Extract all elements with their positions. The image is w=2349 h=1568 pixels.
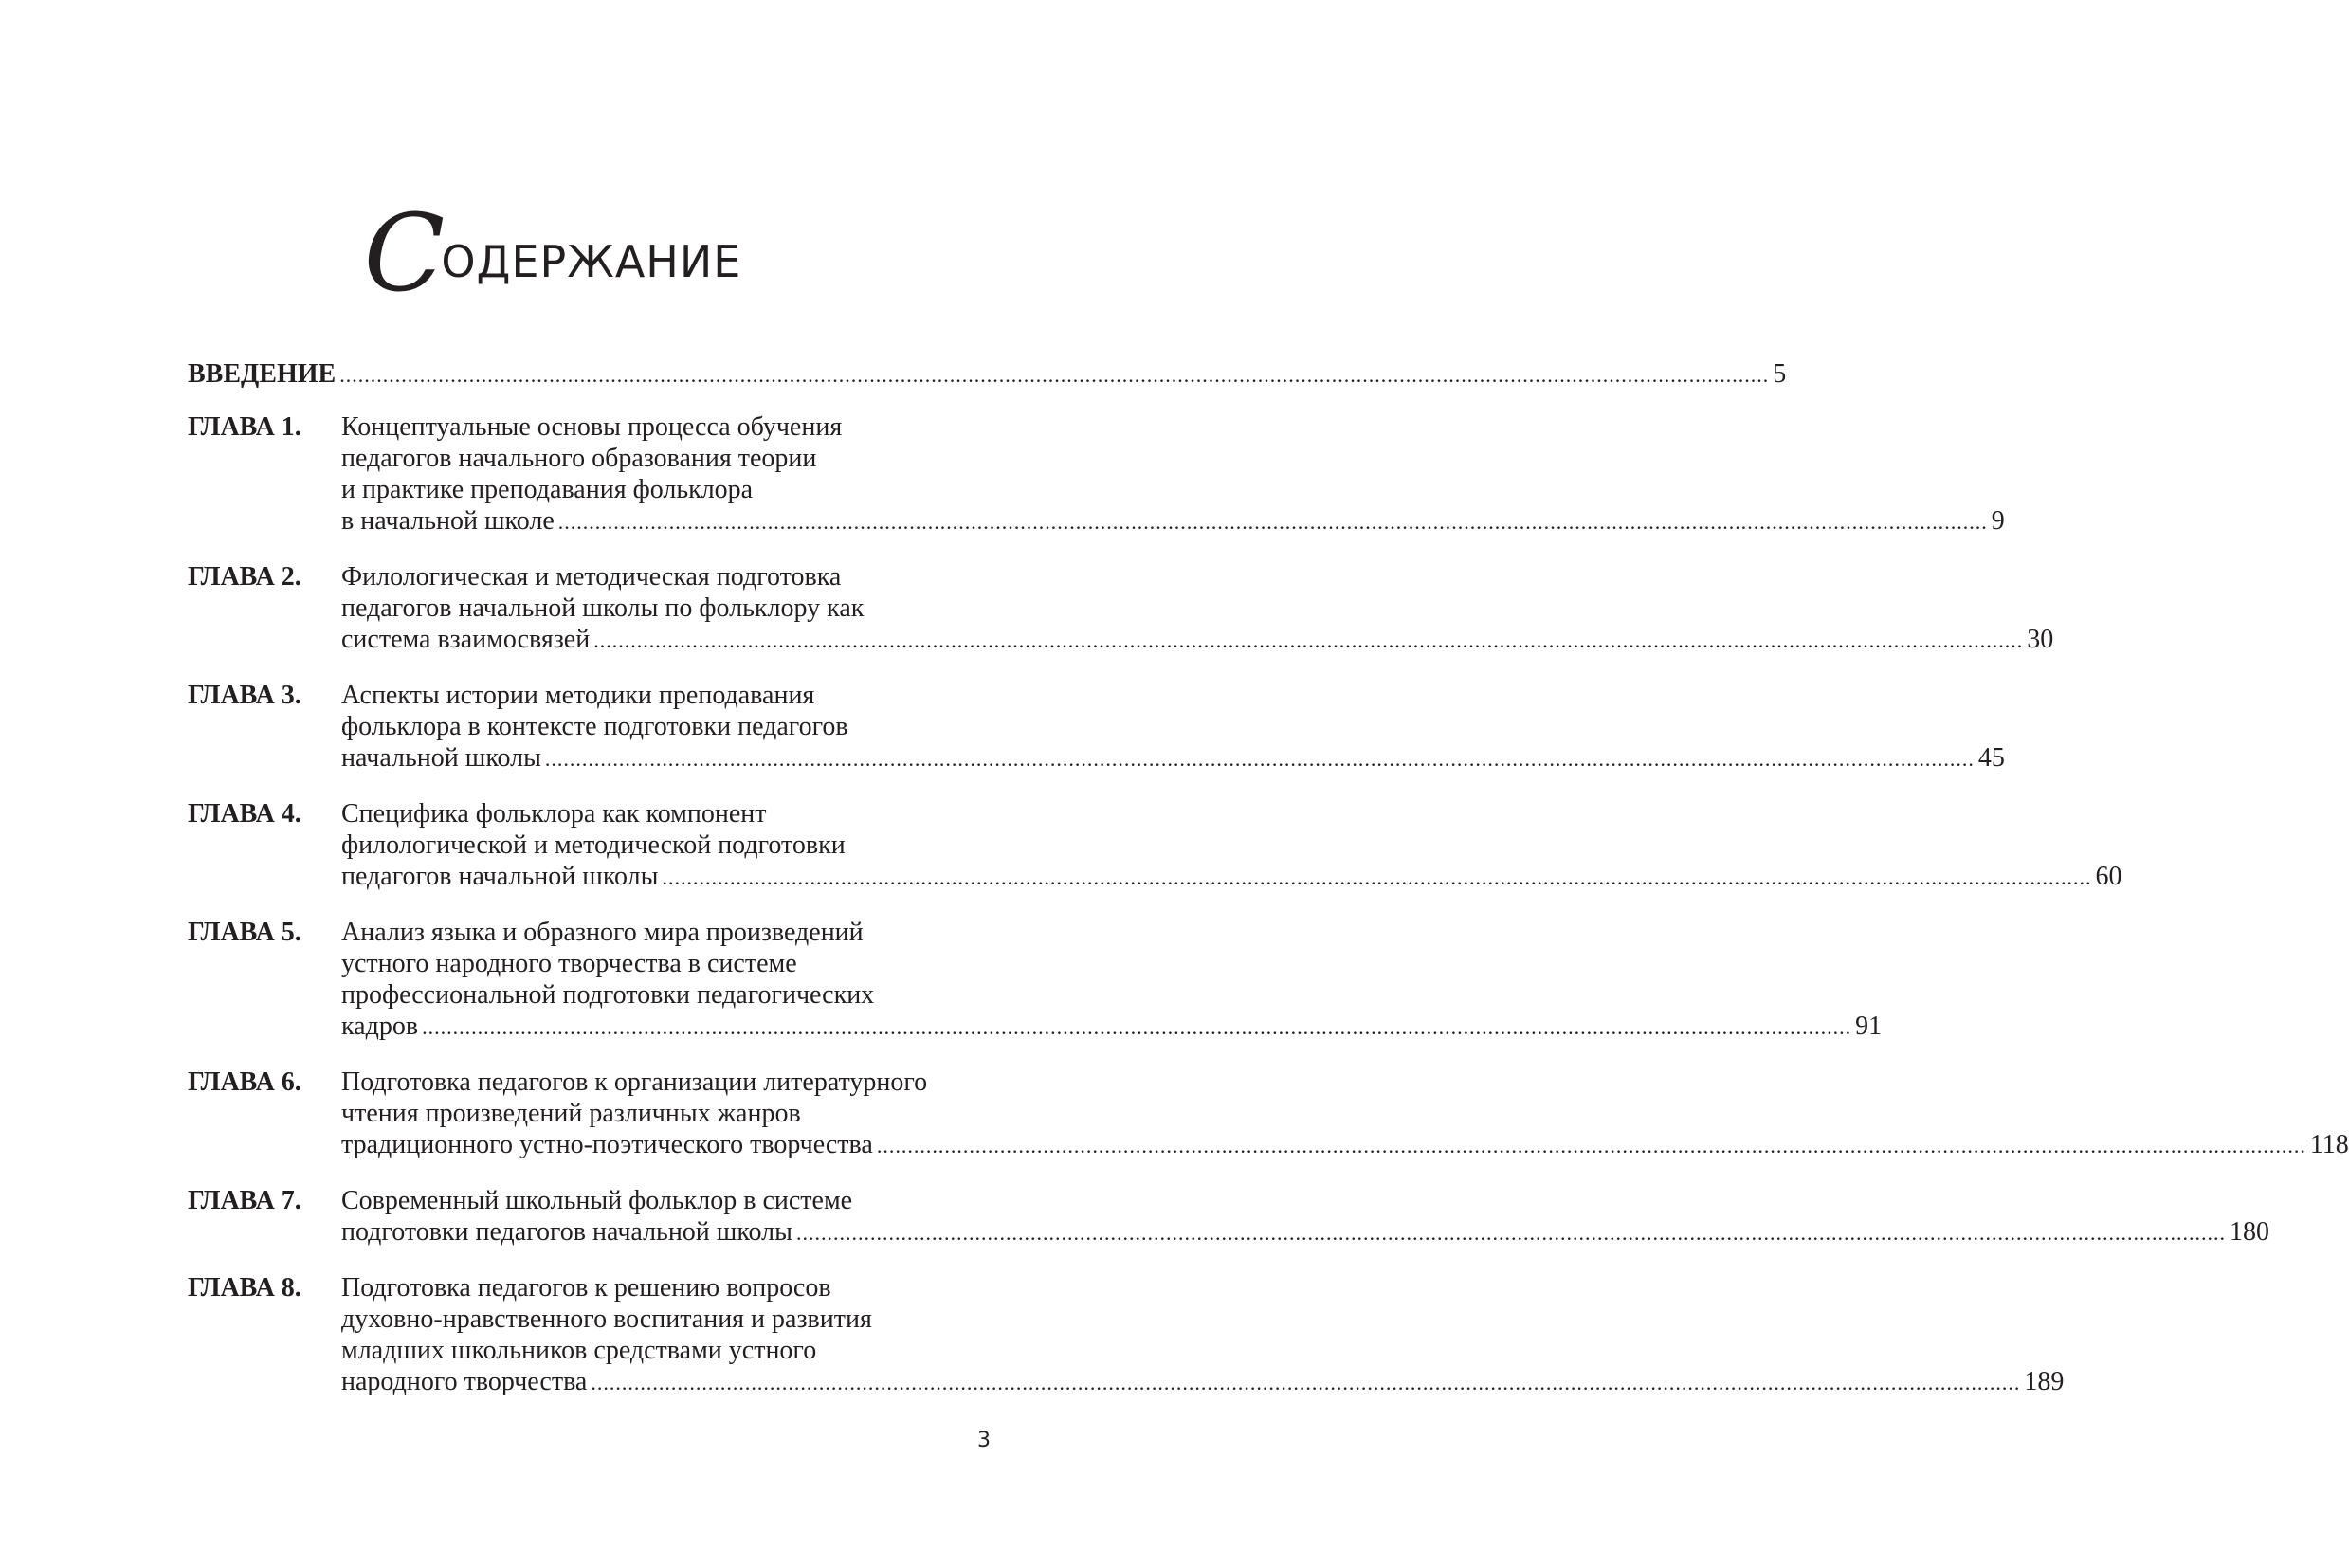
toc-chapter-page: 30: [2027, 625, 2054, 654]
toc-entry-chapter-4[interactable]: [188, 798, 2122, 893]
toc-chapter-title-line: устного народного творчества в системе: [341, 949, 797, 978]
toc-chapter-last-line: [341, 861, 2121, 893]
toc-chapter-last-line: [341, 1129, 2349, 1161]
toc-chapter-title-line: чтения произведений различных жанров: [341, 1099, 801, 1128]
toc-chapter-title-line: духовно-нравственного воспитания и развития: [341, 1304, 872, 1334]
toc-chapter-title-line: Аспекты истории методики преподавания: [341, 681, 815, 710]
toc-chapter-page: 60: [2095, 862, 2122, 891]
toc-chapter-last-line: [341, 1011, 1882, 1043]
dot-leader: [796, 1217, 2226, 1249]
toc-chapter-label: ГЛАВА 3.: [188, 681, 301, 710]
toc-chapter-label: ГЛАВА 8.: [188, 1273, 301, 1303]
table-of-contents: [188, 358, 2349, 1422]
toc-intro-page: 5: [1773, 359, 1787, 389]
dot-leader: [662, 862, 2091, 893]
toc-chapter-label: ГЛАВА 1.: [188, 412, 301, 442]
toc-chapter-last-line: [341, 742, 2005, 775]
toc-chapter-page: 9: [1991, 506, 2005, 536]
toc-chapter-last-line: [341, 624, 2053, 656]
toc-chapter-list: [188, 411, 2349, 1398]
page-number: 3: [977, 1429, 991, 1452]
toc-chapter-title-line: Специфика фольклора как компонент: [341, 799, 767, 829]
toc-entry-chapter-5[interactable]: [188, 917, 1883, 1043]
toc-chapter-title-line: Современный школьный фольклор в системе: [341, 1186, 853, 1215]
dot-leader: [422, 1012, 1851, 1043]
toc-chapter-title-line: младших школьников средствами устного: [341, 1336, 817, 1365]
toc-chapter-title-line: Анализ языка и образного мира произведений: [341, 918, 864, 947]
toc-entry-chapter-1[interactable]: [188, 411, 2005, 538]
dot-leader: [593, 625, 2023, 656]
toc-entry-chapter-7[interactable]: [188, 1185, 2269, 1249]
toc-intro-label: ВВЕДЕНИЕ: [188, 359, 337, 389]
toc-entry-chapter-3[interactable]: [188, 680, 2005, 775]
toc-chapter-title: [341, 411, 2005, 538]
toc-chapter-title-line: традиционного устно-поэтического творчества: [341, 1130, 873, 1159]
toc-entry-chapter-8[interactable]: [188, 1272, 2065, 1398]
toc-chapter-title: [341, 1185, 2269, 1249]
title-rest: ОДЕРЖАНИЕ: [441, 236, 742, 287]
toc-chapter-title-line: кадров: [341, 1012, 419, 1041]
toc-chapter-label: ГЛАВА 2.: [188, 562, 301, 592]
toc-chapter-last-line: [341, 505, 2005, 538]
toc-chapter-title-line: педагогов начальной школы: [341, 862, 659, 891]
toc-entry-chapter-6[interactable]: [188, 1067, 2349, 1161]
toc-chapter-title-line: Филологическая и методическая подготовка: [341, 562, 842, 592]
toc-entry-intro[interactable]: [188, 358, 1787, 391]
toc-chapter-last-line: [341, 1366, 2064, 1398]
toc-chapter-title-line: Подготовка педагогов к организации литературного: [341, 1067, 928, 1097]
dot-leader: [545, 743, 1975, 775]
toc-chapter-title: [341, 680, 2005, 775]
toc-chapter-label: ГЛАВА 4.: [188, 799, 301, 829]
dot-leader: [877, 1130, 2306, 1161]
toc-chapter-title-line: в начальной школе: [341, 506, 555, 536]
toc-chapter-label: ГЛАВА 6.: [188, 1067, 301, 1097]
toc-chapter-title-line: фольклора в контексте подготовки педагогов: [341, 712, 848, 741]
toc-chapter-title-line: и практике преподавания фольклора: [341, 475, 754, 504]
toc-chapter-title-line: подготовки педагогов начальной школы: [341, 1217, 792, 1247]
toc-chapter-title-line: филологической и методической подготовки: [341, 830, 846, 860]
toc-chapter-title-line: Концептуальные основы процесса обучения: [341, 412, 843, 442]
dot-leader: [339, 359, 1769, 391]
toc-chapter-title-line: Подготовка педагогов к решению вопросов: [341, 1273, 831, 1303]
toc-chapter-title: [341, 1067, 2349, 1161]
toc-chapter-last-line: [341, 1216, 2269, 1249]
toc-chapter-title-line: профессиональной подготовки педагогических: [341, 980, 875, 1010]
dot-leader: [591, 1367, 2020, 1398]
page-title: [0, 192, 1105, 316]
toc-chapter-label: ГЛАВА 5.: [188, 918, 301, 947]
dot-leader: [558, 506, 1988, 538]
toc-chapter-title-line: народного творчества: [341, 1367, 588, 1396]
toc-chapter-title: [341, 561, 2053, 656]
toc-chapter-page: 180: [2229, 1217, 2269, 1247]
toc-chapter-title: [341, 917, 1882, 1043]
toc-chapter-title: [341, 798, 2121, 893]
toc-chapter-title-line: педагогов начальной школы по фольклору как: [341, 593, 865, 623]
toc-entry-chapter-2[interactable]: [188, 561, 2054, 656]
toc-chapter-title: [341, 1272, 2064, 1398]
toc-chapter-page: 189: [2024, 1367, 2065, 1396]
toc-chapter-title-line: система взаимосвязей: [341, 625, 591, 654]
toc-chapter-page: 91: [1855, 1012, 1883, 1041]
toc-chapter-title-line: педагогов начального образования теории: [341, 444, 817, 473]
title-initial: С: [363, 192, 446, 316]
toc-chapter-page: 118: [2309, 1130, 2349, 1159]
toc-chapter-title-line: начальной школы: [341, 743, 541, 773]
toc-chapter-label: ГЛАВА 7.: [188, 1186, 301, 1215]
toc-chapter-page: 45: [1977, 743, 2005, 773]
